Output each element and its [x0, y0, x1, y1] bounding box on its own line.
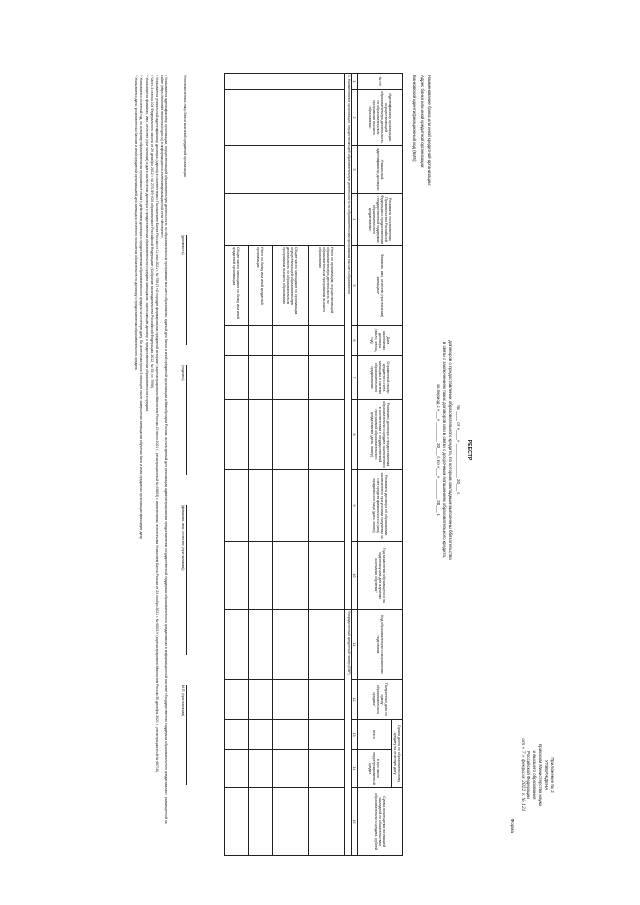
column-header: Отраженный номер кредитного счета заемщика в системе образовательного кредитования: [357, 356, 402, 400]
column-number: 5: [351, 246, 357, 326]
column-header-group: Сумма долга по образовательному кредиту на отчетную дату: [391, 720, 402, 788]
table-cell: [248, 610, 272, 680]
column-header: Дата заключения договора (число, месяц, год): [357, 326, 402, 356]
signature-line: [186, 685, 187, 785]
column-header: Идентификатор организации, осуществляющей образовательную деятельность, по образовательным программам высшего образования¹: [357, 90, 402, 146]
footnote: ³ Часть 4 статьи 104 Федерального закона от 29 декабря 2012 г. № 273-ФЗ «Об образовании в Российской Федерации» (Собрание законодательства Российской Федерации, 2012, № 53, ст. 7598).: [149, 75, 154, 389]
signature-line: [186, 365, 187, 475]
table-cell: [248, 750, 272, 788]
table-cell: [224, 90, 344, 146]
appendix-label: Приложение № 2: [550, 757, 555, 793]
column-number: 8: [351, 400, 357, 470]
rotated-form-sheet: [85, 65, 555, 850]
column-number: 10: [351, 542, 357, 610]
table-cell: [272, 470, 308, 542]
column-number: 14: [351, 750, 357, 788]
name-caption: (фамилия, имя, отчество (при наличии)): [181, 505, 185, 571]
table-cell: [308, 720, 344, 750]
table-cell: [224, 194, 344, 246]
table-cell: [224, 470, 248, 542]
column-number: 1: [351, 74, 357, 90]
column-header: Фамилия, имя, отчество (при наличии) заемщика⁴: [357, 246, 402, 326]
section-row: [344, 74, 351, 856]
column-number: 12: [351, 680, 357, 720]
footnote: ² Указывается уникальный идентификатор договора (сделки) в соответствии с Положением Банка России от 11 мая 2021 г. № 758-П «О порядке формирования кредитной истории» (зарегистрировано Минюстом России 15 июня 2021 г., регистрационный № 63853) с изменениями, внесенными Указанием Банка России от 24 ноября 2021 г. № 6003-У (зарегистрировано Минюстом России 30 декабря 2021 г., регистрационный № 66716).: [154, 75, 159, 773]
table-cell: [308, 788, 344, 856]
signature-sign-field: [181, 365, 187, 475]
footnote: ¹ Указывается идентификатор организации, осуществляющей образовательную деятельность по образовательным программам высшего образования, единый для банка и иной кредитной организации и Минобрнауки России, используемый для реализации администрирования предоставления государственной поддержки образовательного кредитования в информационной системе «Государственная поддержка образовательного кредитования», размещенной на сайте (https://obrkredit.minobrnauki.gov.ru) в информационно-телекоммуникационной сети «Интернет».: [160, 75, 168, 824]
bank-bik-label: Банковский идентификационный код (БИК):: [412, 75, 418, 163]
signature-name-field: [181, 505, 187, 655]
table-cell: [224, 400, 248, 470]
column-number: 2: [351, 90, 357, 146]
table-cell: [248, 326, 272, 356]
subtotal-label: Общее число заемщиков по банку или иной кредитной организации: [224, 246, 248, 326]
footnotes: [132, 75, 167, 825]
column-header: Год зачисления обучающегося на подготовку или для изучения окончания обучения⁵: [357, 542, 402, 610]
table-cell: [248, 470, 272, 542]
column-number: 9: [351, 470, 357, 542]
table-cell: [248, 720, 272, 750]
registry-period-line: за период с «___» ________ 20___ г. по «___» ________ 20___ г.: [436, 384, 441, 516]
table-cell: [224, 326, 248, 356]
table-cell: [272, 400, 308, 470]
column-header: Реквизиты договора о предоставлении образовательного кредита заключенного в соответствии с государственной программой образовательного кредитования (дата, номер): [357, 400, 402, 470]
order-line-2: и высшего образования: [531, 750, 537, 800]
table-cell: [272, 720, 308, 750]
table-cell: [224, 146, 344, 194]
table-cell: [224, 680, 248, 720]
column-number: 3: [351, 146, 357, 194]
stamp-caption: М.П. (при наличии): [181, 685, 185, 717]
table-cell: [272, 750, 308, 788]
table-cell: [248, 542, 272, 610]
column-header: № п/п: [357, 74, 402, 90]
registry-number-line: № ____ от «____» ______________ 20___ г.: [456, 405, 461, 495]
column-number-row: [351, 74, 357, 856]
table-cell: [248, 680, 272, 720]
footnote: ⁵ Указывается отчетный год, по которому образовательная программа в связи с действием договора о предоставлении образовательного кредита на отчетную дату. По истечении срока 9 месяцев после завершения заемщиком обучения банк и иная кредитная организация фиксирует дату.: [139, 75, 144, 540]
signature-line: [186, 505, 187, 655]
table-row: [308, 74, 344, 856]
table-cell: [272, 542, 308, 610]
subtotal-label: Общее число заемщиков по организации, осуществляющей образовательную деятельность по образовательным программам высшего образования: [272, 246, 308, 326]
subtotal-label: Итого по банку или иной кредитной организации: [248, 246, 272, 326]
registry-table: [224, 73, 403, 856]
table-cell: [248, 788, 272, 856]
sign-caption: (подпись): [181, 365, 185, 381]
section-title: 1. Наименование организации, осуществляющей образовательную деятельность по образовательным программам высшего образования: [344, 74, 351, 610]
table-cell: [272, 356, 308, 400]
column-header: Реквизиты договора об образовании, заключенного при условии получения за счет средств физического и (или) юридического лица (дата, номер): [357, 470, 402, 542]
table-cell: [308, 750, 344, 788]
table-cell: [308, 356, 344, 400]
order-line-1: приказом Министерства науки: [537, 744, 543, 806]
stamp-field: [181, 685, 187, 785]
column-header: Полученная дата по сумму образовательного кредита⁶: [357, 680, 402, 720]
order-line-3: Российской Федерации: [525, 751, 531, 799]
column-number: 7: [351, 356, 357, 400]
table-cell: [224, 74, 344, 90]
table-cell: [224, 720, 248, 750]
table-cell: [248, 356, 272, 400]
column-header: Сумма возмещения возникшей закладной по обязательствам образовательного кредита, рублей: [357, 788, 402, 856]
table-cell: [272, 326, 308, 356]
table-cell: [308, 542, 344, 610]
order-date: от « 7 » февраля 2022 г. № 121: [519, 738, 525, 812]
table-cell: [224, 750, 248, 788]
section-right-label: Упорядоченный кредитный номер (ЕФР): [344, 610, 351, 856]
table-cell: [308, 400, 344, 470]
signature-position-field: [181, 235, 187, 345]
approved-label: УТВЕРЖДЕНА: [543, 759, 549, 791]
column-number: 6: [351, 326, 357, 356]
table-cell: [224, 356, 248, 400]
table-cell: [224, 542, 248, 610]
table-cell: [272, 788, 308, 856]
bank-info: [409, 75, 431, 375]
column-header: Уникальный идентификатор договора²: [357, 146, 402, 194]
table-cell: [224, 788, 248, 856]
table-cell: [272, 610, 308, 680]
subtotal-label: Итого по организации, осуществляющей образовательную деятельность по образовательным программам высшего образования: [308, 246, 344, 326]
registry-title: РЕЕСТР: [466, 439, 472, 461]
bank-address-label: Адрес банка или иной кредитной организации:: [419, 75, 425, 169]
column-subheader-overdue: в том числе неурегулированный кредит: [357, 750, 391, 788]
column-number: 15: [351, 788, 357, 856]
signatory-label: Уполномоченное лицо банка или иной кредитной организации: [183, 75, 187, 177]
column-header: Реквизиты постановления Правительства Российской Федерации о предоставлении государственной поддержки образовательного кредитования³: [357, 194, 402, 246]
footnote: ⁶ Указывается дата, установленная банком и иной кредитной организацией для заемщика отчетного погашения обязательств по договору о предоставлении образовательного кредита.: [134, 75, 139, 371]
position-caption: (должность): [181, 235, 185, 255]
registry-subtitle-2: в связи с заключением таких договоров или в связи с досрочным погашением образовательного кредита,: [442, 341, 447, 559]
column-number: 13: [351, 720, 357, 750]
signature-line: [186, 235, 187, 345]
table-cell: [308, 680, 344, 720]
table-cell: [272, 680, 308, 720]
column-subheader-total: всего: [357, 720, 391, 750]
table-cell: [248, 400, 272, 470]
form-label: Форма: [510, 818, 515, 833]
table-header-row: [391, 74, 402, 856]
column-number: 4: [351, 194, 357, 246]
table-cell: [308, 326, 344, 356]
column-header: Код образовательного направления подготовки: [357, 610, 402, 680]
registry-subtitle-1: договоров о предоставлении образовательного кредита, по которым закладным выполнены ббязательства: [448, 340, 453, 560]
bank-name-label: Наименование банка или иной кредитной организации:: [427, 75, 432, 186]
table-cell: [308, 610, 344, 680]
approval-block: [519, 715, 555, 835]
footnote: ⁴ Указываются фамилия, имя, отчество (при наличии) и дата заключения договора о предоставлении образовательного кредита заемщиком, заключившим договор о предоставлении образовательного кредита.: [144, 75, 149, 413]
table-cell: [308, 470, 344, 542]
table-cell: [224, 610, 248, 680]
column-number: 11: [351, 610, 357, 680]
